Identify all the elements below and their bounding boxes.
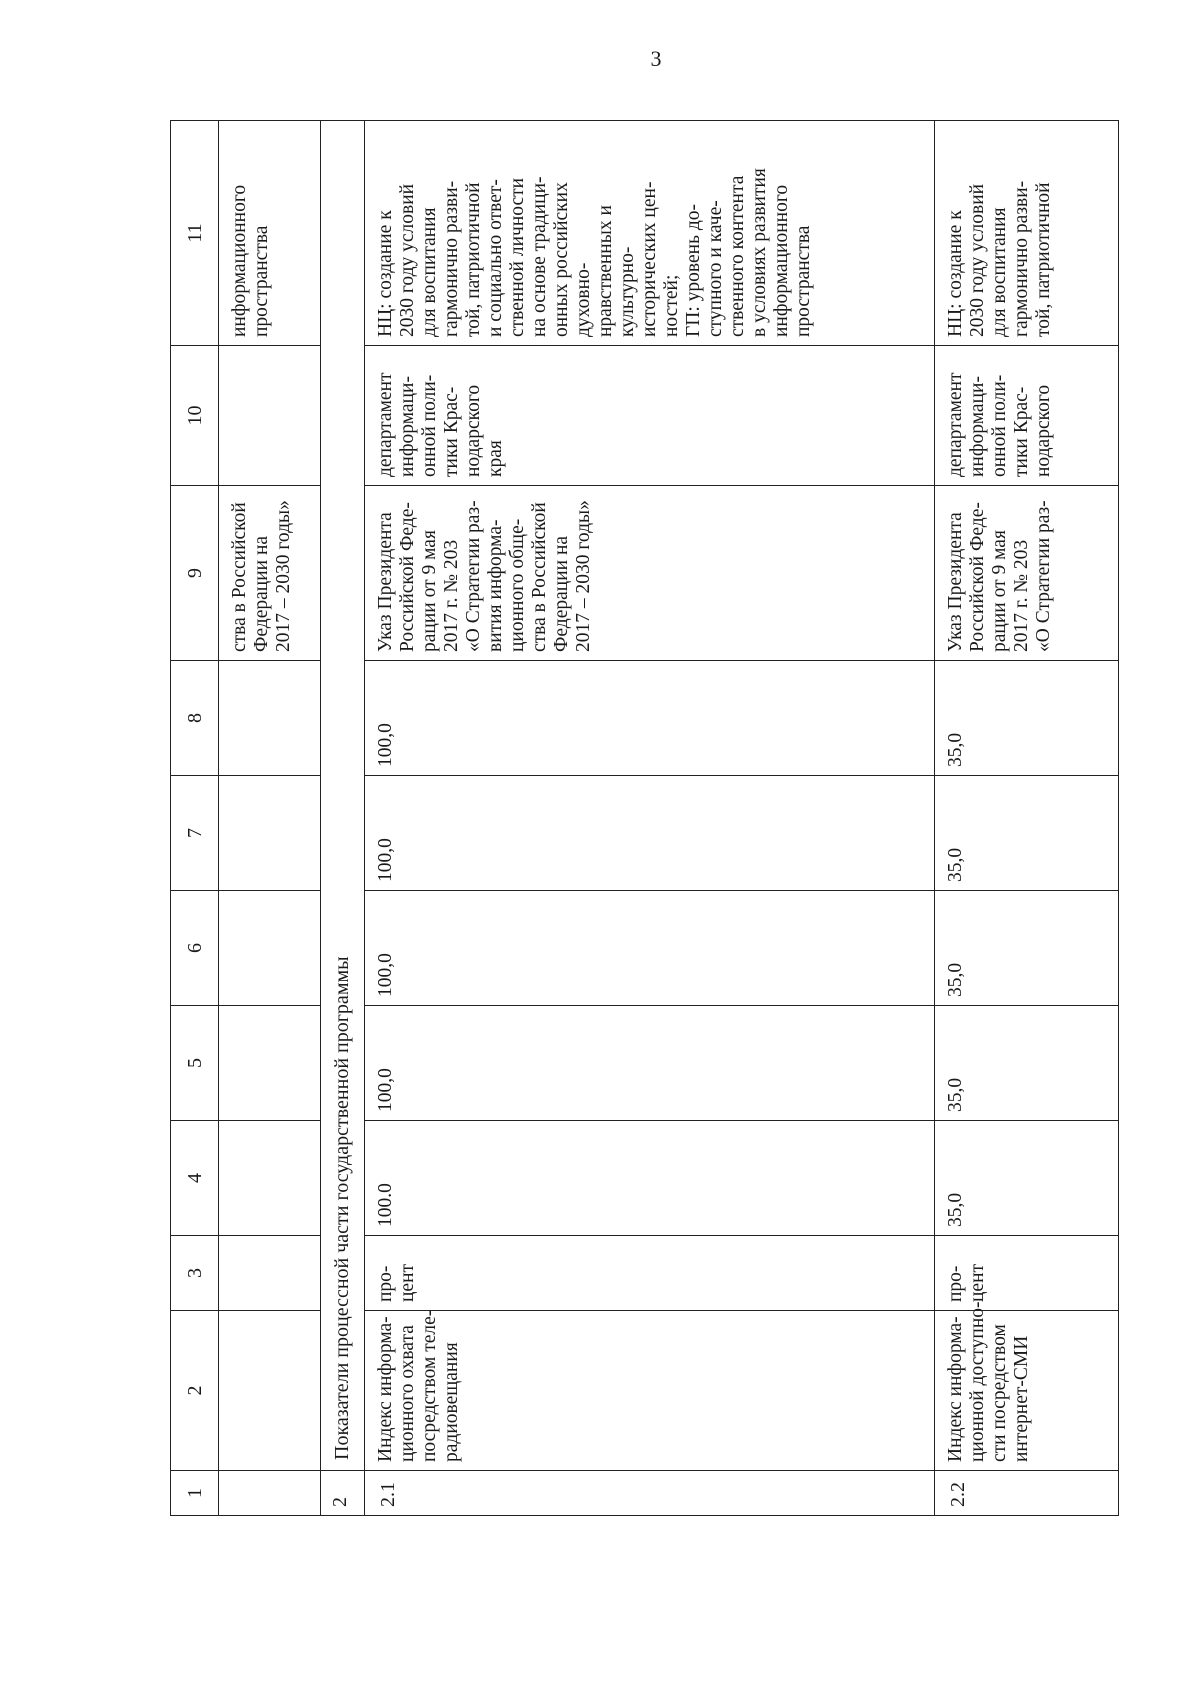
header-col-3: 3 (171, 1236, 219, 1311)
row-number: 2.2 (935, 1471, 1119, 1516)
section-number: 2 (321, 1471, 365, 1516)
header-col-8: 8 (171, 661, 219, 776)
section-title: Показатели процессной части государственной программы (321, 121, 365, 1471)
continuation-col11: информационного пространства (219, 121, 321, 346)
unit: про- цент (935, 1236, 1119, 1311)
page-number: 3 (650, 46, 662, 71)
value-col5: 35,0 (935, 1006, 1119, 1121)
header-col-7: 7 (171, 776, 219, 891)
header-col-10: 10 (171, 346, 219, 486)
header-col-1: 1 (171, 1471, 219, 1516)
goal-description: НЦ: создание к 2030 году условий для воспитания гармонично разви- той, патриотичной и социально ответ- ственной личности на основе традици- онных российских духовно- нравственных и культурно- исторических цен- ностей; ГП: уровень до- ступного и каче- ственного контента в условиях развития информационного пространства (365, 121, 935, 346)
value-col4: 100.0 (365, 1121, 935, 1236)
header-col-5: 5 (171, 1006, 219, 1121)
header-col-2: 2 (171, 1311, 219, 1471)
value-col6: 35,0 (935, 891, 1119, 1006)
row-number: 2.1 (365, 1471, 935, 1516)
responsible-body: департамент информаци- онной поли- тики Крас- нодарского края (365, 346, 935, 486)
value-col7: 35,0 (935, 776, 1119, 891)
header-col-11: 11 (171, 121, 219, 346)
value-col8: 100,0 (365, 661, 935, 776)
section-row (321, 121, 365, 1516)
value-col5: 100,0 (365, 1006, 935, 1121)
table-row (935, 121, 1119, 1516)
unit: про- цент (365, 1236, 935, 1311)
value-col6: 100,0 (365, 891, 935, 1006)
rotated-table-container (170, 121, 1118, 1516)
continuation-col9: ства в Российской Федерации на 2017 – 2030 годы» (219, 486, 321, 661)
value-col8: 35,0 (935, 661, 1119, 776)
value-col7: 100,0 (365, 776, 935, 891)
legal-basis: Указ Президента Российской Феде- рации от 9 мая 2017 г. № 203 «О Стратегии раз- (935, 486, 1119, 661)
table-row (365, 121, 935, 1516)
header-col-4: 4 (171, 1121, 219, 1236)
responsible-body: департамент информаци- онной поли- тики Крас- нодарского (935, 346, 1119, 486)
header-col-9: 9 (171, 486, 219, 661)
indicator-name: Индекс информа- ционного охвата посредством теле- радиовещания (365, 1311, 935, 1471)
goal-description: НЦ: создание к 2030 году условий для воспитания гармонично разви- той, патриотичной (935, 121, 1119, 346)
indicator-name: Индекс информа- ционной доступно- сти посредством интернет-СМИ (935, 1311, 1119, 1471)
header-col-6: 6 (171, 891, 219, 1006)
header-row (171, 121, 219, 1516)
continuation-row (219, 121, 321, 1516)
legal-basis: Указ Президента Российской Феде- рации от 9 мая 2017 г. № 203 «О Стратегии раз- вития информа- ционного обще- ства в Российской Федерации на 2017 – 2030 годы» (365, 486, 935, 661)
value-col4: 35,0 (935, 1121, 1119, 1236)
indicators-table (170, 120, 1119, 1516)
